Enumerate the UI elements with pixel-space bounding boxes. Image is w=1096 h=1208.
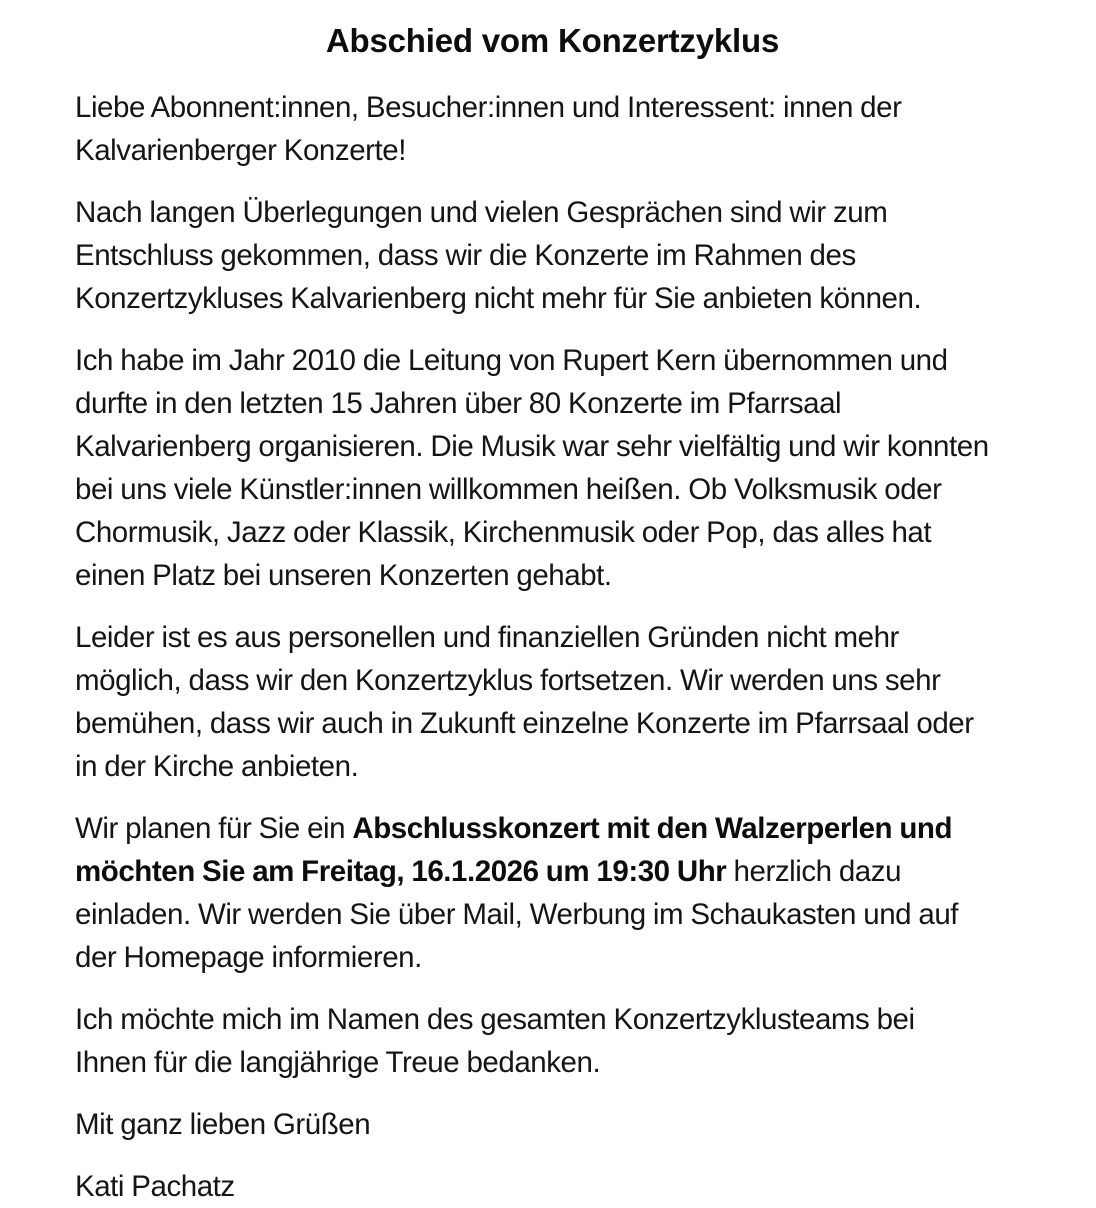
paragraph [75, 616, 990, 788]
paragraph [75, 998, 990, 1084]
paragraph [75, 339, 990, 597]
paragraph [75, 86, 990, 172]
text-run: Wir planen für Sie ein [75, 812, 353, 845]
paragraph [75, 1103, 990, 1146]
paragraph [75, 1165, 990, 1208]
bold-text-run: Abschlusskonzert mit den Walzerperlen und möchten Sie am Freitag, 16.1.2026 um 19:30 Uhr [75, 812, 953, 888]
document-title: Abschied vom Konzertzyklus [325, 22, 780, 59]
paragraph [75, 191, 990, 320]
text-run: Leider ist es aus personellen und finanziellen Gründen nicht mehr möglich, dass wir den Konzertzyklus fortsetzen. Wir werden uns sehr bemühen, dass wir auch in Zukunft einzelne Konzerte im Pfarrsaal oder in der Kirche anbieten. [75, 621, 974, 783]
paragraph [75, 807, 990, 979]
text-run: Ich habe im Jahr 2010 die Leitung von Rupert Kern übernommen und durfte in den letzten 15 Jahren über 80 Konzerte im Pfarrsaal Kalvarienberg organisieren. Die Musik war sehr vielfältig und wir konnten bei uns viele Künstler:innen willkommen heißen. Ob Volksmusik oder Chormusik, Jazz oder Klassik, Kirchenmusik oder Pop, das alles hat einen Platz bei unseren Konzerten gehabt. [75, 344, 989, 592]
document-body [75, 86, 1030, 1208]
text-run: Liebe Abonnent:innen, Besucher:innen und Interessent: innen der Kalvarienberger Konzerte! [75, 91, 902, 167]
text-run: Kati Pachatz [75, 1170, 235, 1203]
text-run: Ich möchte mich im Namen des gesamten Konzertzyklusteams bei Ihnen für die langjährige Treue bedanken. [75, 1003, 915, 1079]
text-run: Mit ganz lieben Grüßen [75, 1108, 371, 1141]
text-run: Nach langen Überlegungen und vielen Gesprächen sind wir zum Entschluss gekommen, dass wir die Konzerte im Rahmen des Konzertzykluses Kalvarienberg nicht mehr für Sie anbieten können. [75, 196, 922, 315]
text-run: herzlich dazu einladen. Wir werden Sie über Mail, Werbung im Schaukasten und auf der Homepage informieren. [75, 855, 959, 974]
